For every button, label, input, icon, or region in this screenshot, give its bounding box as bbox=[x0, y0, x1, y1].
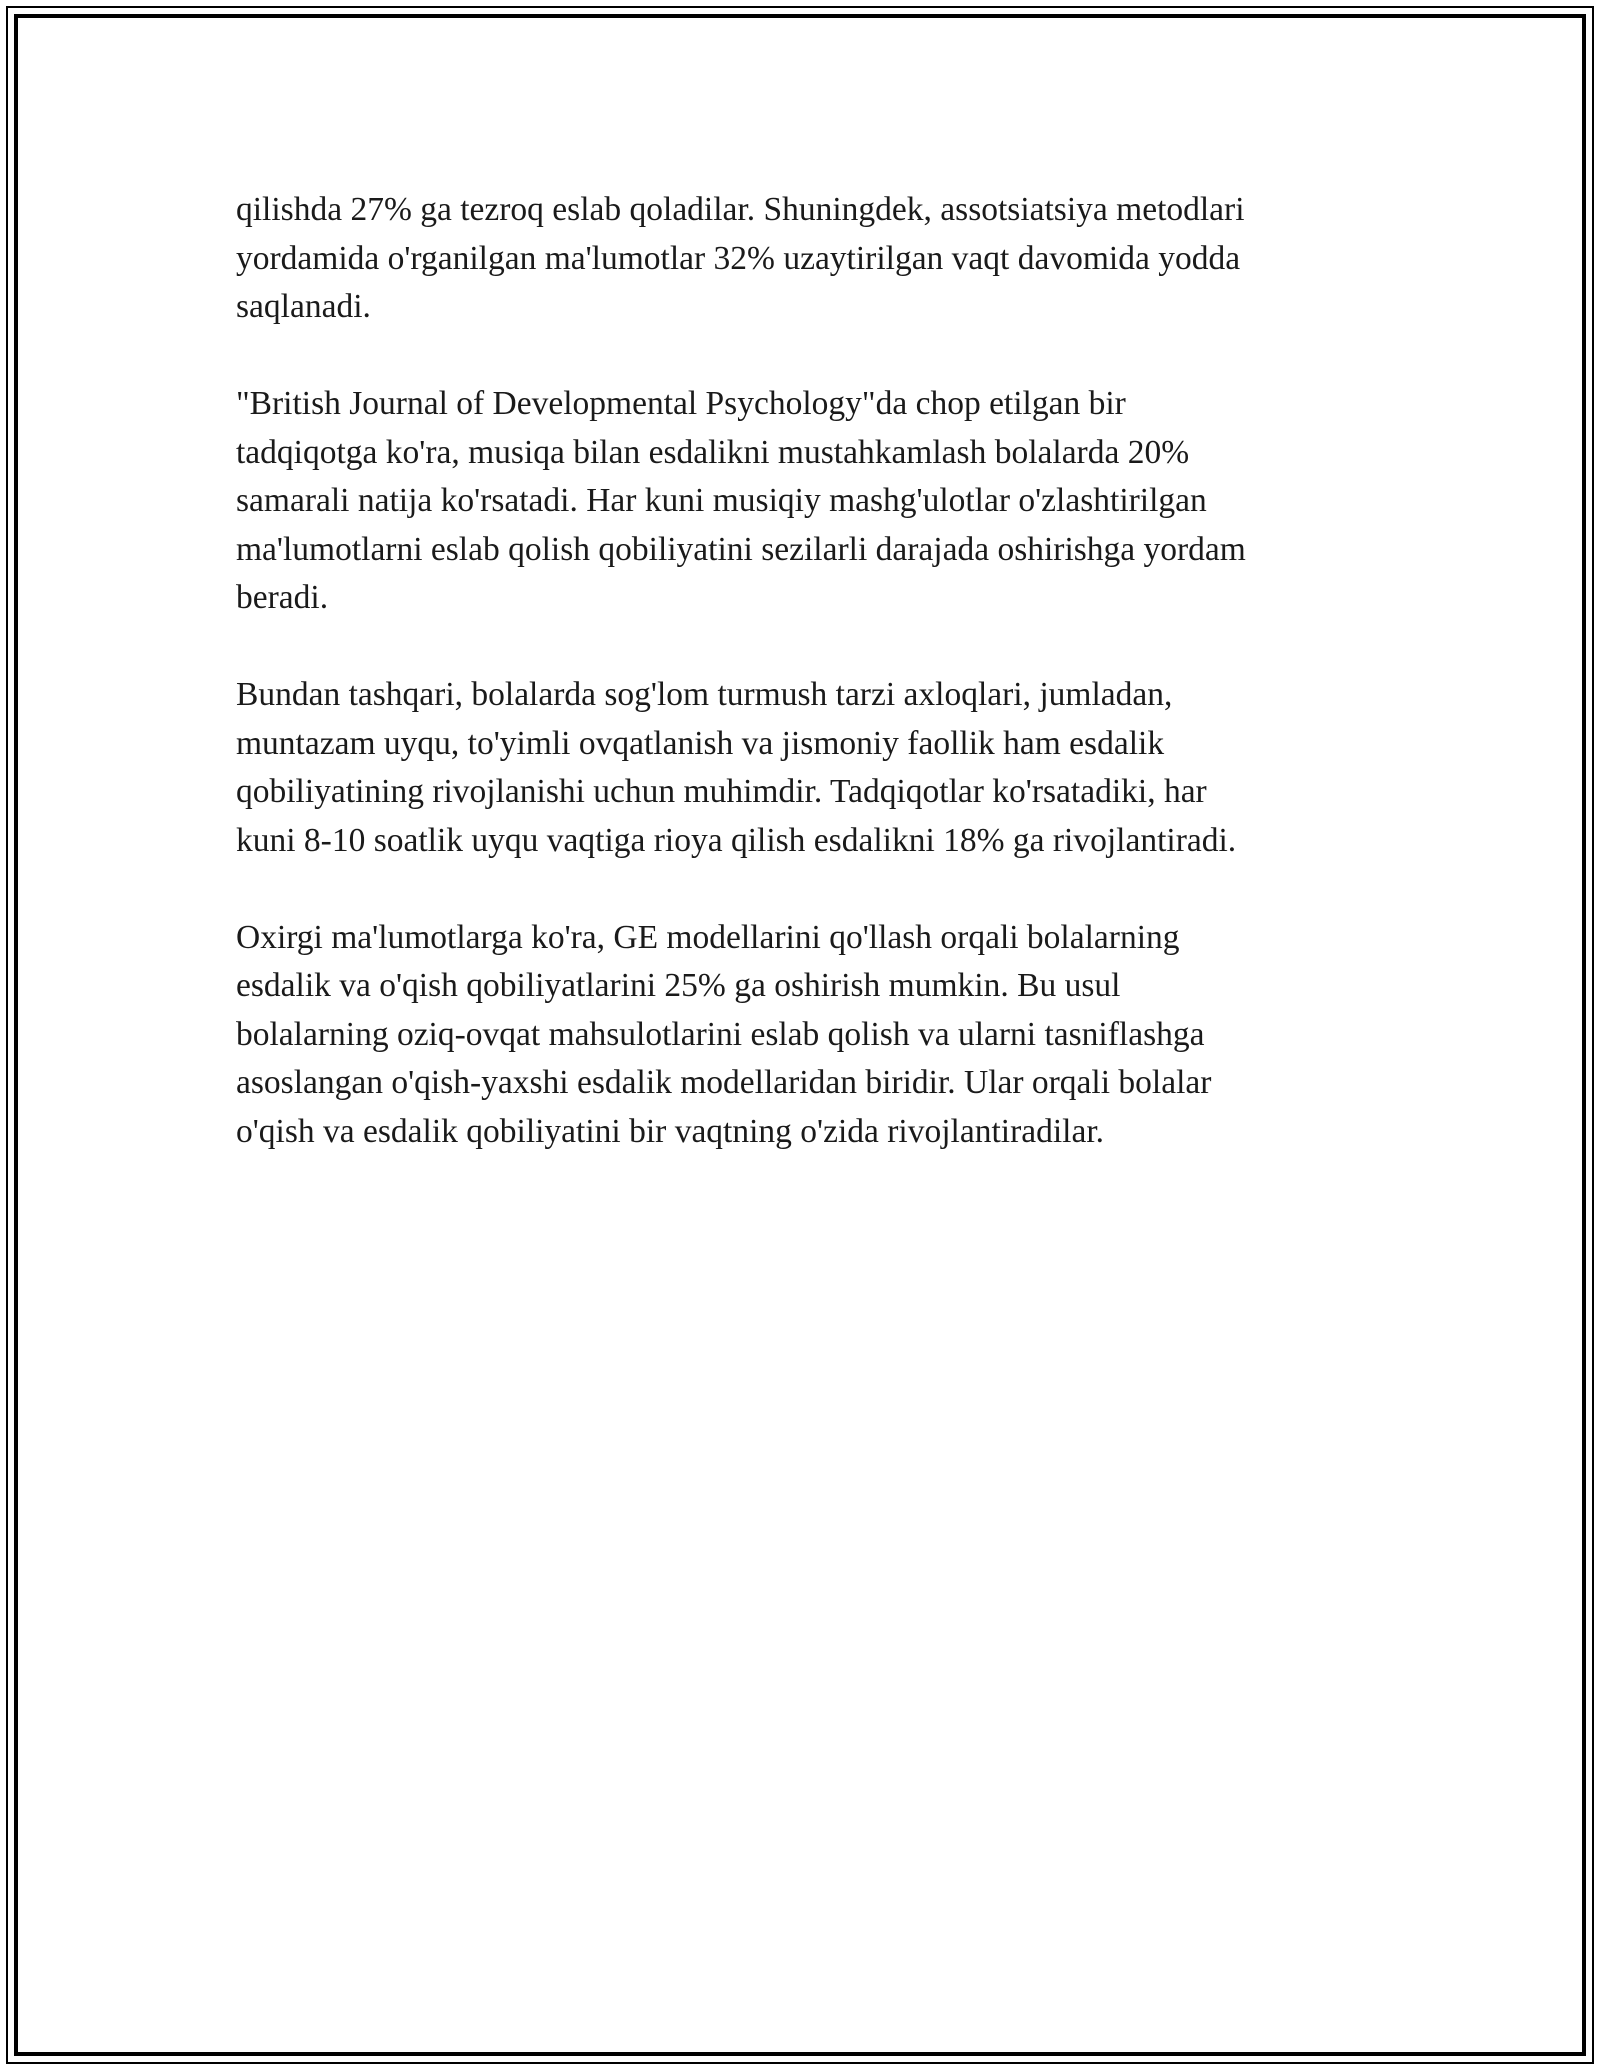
text-line: Bundan tashqari, bolalarda sog'lom turmush tarzi axloqlari, jumladan, bbox=[236, 676, 1173, 713]
text-line: qilishda 27% ga tezroq eslab qoladilar. Shuningdek, assotsiatsiya metodlari bbox=[236, 191, 1245, 228]
text-line: samarali natija ko'rsatadi. Har kuni musiqiy mashg'ulotlar o'zlashtirilgan bbox=[236, 482, 1207, 519]
text-line: muntazam uyqu, to'yimli ovqatlanish va jismoniy faollik ham esdalik bbox=[236, 724, 1165, 762]
document-body bbox=[236, 186, 1366, 1205]
text-line: asoslangan o'qish-yaxshi esdalik modellaridan biridir. Ular orqali bolalar bbox=[236, 1064, 1212, 1101]
text-line: qobiliyatining rivojlanishi uchun muhimdir. Tadqiqotlar ko'rsatadiki, har bbox=[236, 773, 1207, 810]
text-line: o'qish va esdalik qobiliyatini bir vaqtning o'zida rivojlantiradilar. bbox=[236, 1112, 1105, 1150]
paragraph bbox=[236, 914, 1366, 1157]
text-line: saqlanadi. bbox=[236, 288, 371, 325]
text-line: yordamida o'rganilgan ma'lumotlar 32% uzaytirilgan vaqt davomida yodda bbox=[236, 239, 1241, 277]
text-line: Oxirgi ma'lumotlarga ko'ra, GE modellarini qo'llash orqali bolalarning bbox=[236, 918, 1180, 956]
text-line: esdalik va o'qish qobiliyatlarini 25% ga oshirish mumkin. Bu usul bbox=[236, 967, 1121, 1004]
paragraph bbox=[236, 186, 1366, 332]
text-line: bolalarning oziq-ovqat mahsulotlarini eslab qolish va ularni tasniflashga bbox=[236, 1015, 1205, 1053]
text-line: ma'lumotlarni eslab qolish qobiliyatini sezilarli darajada oshirishga yordam bbox=[236, 530, 1246, 568]
text-line: "British Journal of Developmental Psychology"da chop etilgan bir bbox=[236, 385, 1126, 422]
paragraph bbox=[236, 380, 1366, 623]
text-line: kuni 8-10 soatlik uyqu vaqtiga rioya qilish esdalikni 18% ga rivojlantiradi. bbox=[236, 821, 1237, 859]
text-line: tadqiqotga ko'ra, musiqa bilan esdalikni mustahkamlash bolalarda 20% bbox=[236, 433, 1190, 471]
paragraph bbox=[236, 671, 1366, 865]
text-line: beradi. bbox=[236, 579, 329, 616]
